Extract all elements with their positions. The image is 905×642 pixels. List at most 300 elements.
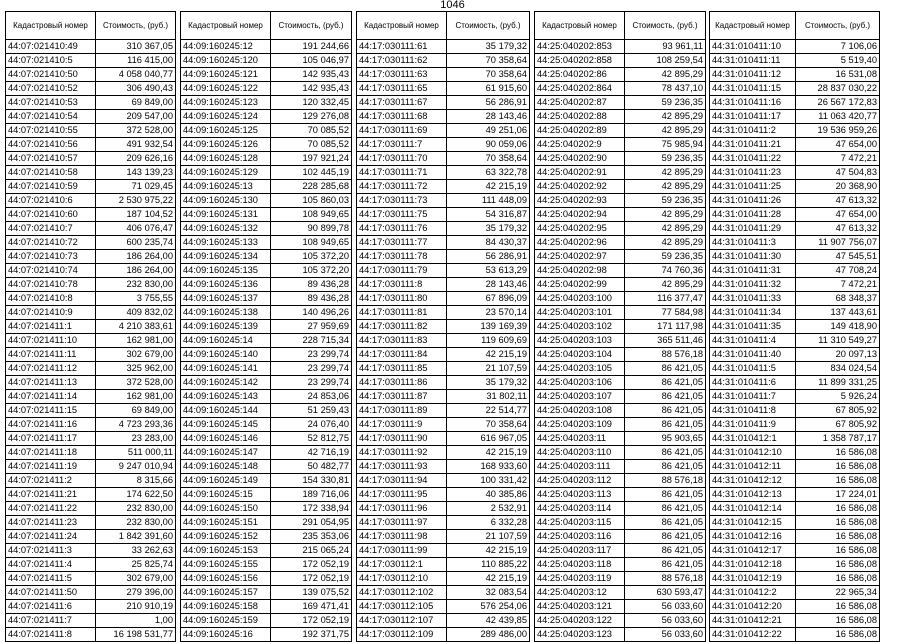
cost-cell: 169 471,41	[271, 600, 352, 614]
cost-cell: 86 421,05	[625, 376, 706, 390]
table-row	[535, 124, 706, 138]
cost-cell: 42 895,29	[625, 236, 706, 250]
cost-cell: 365 511,46	[625, 334, 706, 348]
table-row	[357, 348, 530, 362]
cost-cell: 7 472,21	[796, 152, 880, 166]
cost-cell: 16 586,08	[796, 460, 880, 474]
cadastral-number-cell: 44:17:030111:76	[357, 222, 447, 236]
cadastral-number-cell: 44:07:021410:53	[6, 96, 96, 110]
cadastral-number-cell: 44:07:021411:21	[6, 488, 96, 502]
table-row	[357, 40, 530, 54]
cost-cell: 139 075,52	[271, 586, 352, 600]
cost-cell: 325 962,00	[96, 362, 176, 376]
cost-cell: 23 570,14	[447, 306, 530, 320]
cadastral-number-cell: 44:17:030112:109	[357, 628, 447, 642]
table-row	[535, 292, 706, 306]
table-row	[6, 110, 176, 124]
cost-cell: 47 613,32	[796, 194, 880, 208]
table-row	[710, 628, 880, 642]
cost-cell: 56 286,91	[447, 96, 530, 110]
table-row	[6, 488, 176, 502]
cost-cell: 21 107,59	[447, 530, 530, 544]
cost-cell: 372 528,00	[96, 124, 176, 138]
cadastral-number-cell: 44:31:010411:28	[710, 208, 796, 222]
cost-cell: 302 679,00	[96, 348, 176, 362]
header-cadastral-number: Кадастровый номер	[6, 12, 96, 40]
cost-cell: 172 052,19	[271, 572, 352, 586]
table-row	[710, 54, 880, 68]
table-row	[357, 460, 530, 474]
table-row	[535, 600, 706, 614]
table-row	[710, 68, 880, 82]
cost-cell: 8 315,66	[96, 474, 176, 488]
cost-cell: 67 805,92	[796, 404, 880, 418]
cost-cell: 2 532,91	[447, 502, 530, 516]
table-row	[6, 222, 176, 236]
cost-cell: 105 046,97	[271, 54, 352, 68]
cost-cell: 71 029,45	[96, 180, 176, 194]
header-cost: Стоимость, (руб.)	[796, 12, 880, 40]
cost-cell: 31 802,11	[447, 390, 530, 404]
table-row	[357, 82, 530, 96]
cost-cell: 16 586,08	[796, 572, 880, 586]
cadastre-table-2	[180, 11, 352, 642]
cost-cell: 19 536 959,26	[796, 124, 880, 138]
table-row	[535, 96, 706, 110]
table-row	[357, 530, 530, 544]
cost-cell: 20 368,90	[796, 180, 880, 194]
cadastral-number-cell: 44:31:010411:12	[710, 68, 796, 82]
cadastral-number-cell: 44:17:030111:93	[357, 460, 447, 474]
cadastral-number-cell: 44:09:160245:155	[181, 558, 271, 572]
cadastral-number-cell: 44:07:021411:10	[6, 334, 96, 348]
cost-cell: 90 899,78	[271, 222, 352, 236]
cost-cell: 149 418,90	[796, 320, 880, 334]
cost-cell: 42 895,29	[625, 180, 706, 194]
table-row	[535, 40, 706, 54]
table-row	[710, 418, 880, 432]
table-row	[710, 600, 880, 614]
table-row	[6, 572, 176, 586]
cadastral-number-cell: 44:25:040203:100	[535, 292, 625, 306]
table-row	[710, 306, 880, 320]
cadastral-number-cell: 44:07:021410:73	[6, 250, 96, 264]
cost-cell: 78 437,10	[625, 82, 706, 96]
cost-cell: 86 421,05	[625, 390, 706, 404]
cadastral-number-cell: 44:25:040202:99	[535, 278, 625, 292]
table-row	[357, 404, 530, 418]
cadastral-number-cell: 44:17:030111:84	[357, 348, 447, 362]
cost-cell: 42 895,29	[625, 278, 706, 292]
cadastral-number-cell: 44:31:010412:17	[710, 544, 796, 558]
cadastral-number-cell: 44:25:040202:90	[535, 152, 625, 166]
table-row	[181, 516, 352, 530]
table-row	[6, 250, 176, 264]
cadastral-number-cell: 44:17:030112:107	[357, 614, 447, 628]
cadastral-number-cell: 44:09:160245:136	[181, 278, 271, 292]
table-row	[357, 488, 530, 502]
table-row	[710, 194, 880, 208]
cadastral-number-cell: 44:07:021410:50	[6, 68, 96, 82]
cadastral-number-cell: 44:17:030111:67	[357, 96, 447, 110]
cadastre-table-3	[356, 11, 530, 642]
table-row	[6, 530, 176, 544]
table-row	[357, 306, 530, 320]
header-cost: Стоимость, (руб.)	[96, 12, 176, 40]
cost-cell: 24 853,06	[271, 390, 352, 404]
cost-cell: 140 496,26	[271, 306, 352, 320]
cadastral-number-cell: 44:31:010412:10	[710, 446, 796, 460]
cost-cell: 186 264,00	[96, 264, 176, 278]
table-row	[535, 208, 706, 222]
cost-cell: 9 247 010,94	[96, 460, 176, 474]
cost-cell: 63 322,78	[447, 166, 530, 180]
cadastral-number-cell: 44:25:040203:121	[535, 600, 625, 614]
cadastral-number-cell: 44:17:030111:87	[357, 390, 447, 404]
table-row	[6, 474, 176, 488]
table-row	[357, 292, 530, 306]
table-row	[181, 404, 352, 418]
cost-cell: 232 830,00	[96, 516, 176, 530]
table-row	[710, 530, 880, 544]
cost-cell: 35 179,32	[447, 376, 530, 390]
table-row	[357, 124, 530, 138]
header-cadastral-number: Кадастровый номер	[710, 12, 796, 40]
cadastral-number-cell: 44:17:030111:71	[357, 166, 447, 180]
cadastral-number-cell: 44:25:040202:864	[535, 82, 625, 96]
table-row	[357, 474, 530, 488]
cost-cell: 5 519,40	[796, 54, 880, 68]
cost-cell: 108 949,65	[271, 236, 352, 250]
table-row	[181, 376, 352, 390]
table-row	[357, 68, 530, 82]
table-row	[6, 362, 176, 376]
cost-cell: 69 849,00	[96, 404, 176, 418]
cost-cell: 70 358,64	[447, 68, 530, 82]
table-row	[357, 320, 530, 334]
cost-cell: 108 259,54	[625, 54, 706, 68]
cadastral-number-cell: 44:31:010412:20	[710, 600, 796, 614]
cadastral-number-cell: 44:07:021411:50	[6, 586, 96, 600]
cost-cell: 162 981,00	[96, 390, 176, 404]
cost-cell: 11 907 756,07	[796, 236, 880, 250]
cadastral-number-cell: 44:07:021411:13	[6, 376, 96, 390]
table-row	[535, 544, 706, 558]
cadastral-number-cell: 44:25:040203:111	[535, 460, 625, 474]
cost-cell: 105 372,20	[271, 264, 352, 278]
table-row	[535, 558, 706, 572]
table-row	[710, 124, 880, 138]
cost-cell: 35 179,32	[447, 222, 530, 236]
table-row	[6, 236, 176, 250]
cadastral-number-cell: 44:31:010411:3	[710, 236, 796, 250]
cadastral-number-cell: 44:31:010411:25	[710, 180, 796, 194]
cost-cell: 22 965,34	[796, 586, 880, 600]
table-row	[710, 572, 880, 586]
cadastral-number-cell: 44:17:030112:102	[357, 586, 447, 600]
header-cost: Стоимость, (руб.)	[447, 12, 530, 40]
table-row	[6, 96, 176, 110]
cost-cell: 129 276,08	[271, 110, 352, 124]
table-row	[357, 194, 530, 208]
table-row	[357, 96, 530, 110]
cadastral-number-cell: 44:17:030111:85	[357, 362, 447, 376]
cadastral-number-cell: 44:25:040203:103	[535, 334, 625, 348]
cadastral-number-cell: 44:07:021410:6	[6, 194, 96, 208]
cadastral-number-cell: 44:17:030112:1	[357, 558, 447, 572]
table-row	[6, 82, 176, 96]
cost-cell: 171 117,98	[625, 320, 706, 334]
cadastral-number-cell: 44:31:010411:2	[710, 124, 796, 138]
table-row	[710, 278, 880, 292]
cadastral-number-cell: 44:31:010411:26	[710, 194, 796, 208]
cost-cell: 56 286,91	[447, 250, 530, 264]
cost-cell: 24 076,40	[271, 418, 352, 432]
table-row	[535, 348, 706, 362]
table-row	[6, 278, 176, 292]
cadastral-number-cell: 44:17:030111:9	[357, 418, 447, 432]
cost-cell: 20 097,13	[796, 348, 880, 362]
table-row	[710, 474, 880, 488]
cadastral-number-cell: 44:31:010411:11	[710, 54, 796, 68]
cost-cell: 142 935,43	[271, 68, 352, 82]
cadastral-number-cell: 44:17:030111:86	[357, 376, 447, 390]
cost-cell: 67 896,09	[447, 292, 530, 306]
table-row	[535, 166, 706, 180]
table-row	[710, 558, 880, 572]
cadastral-number-cell: 44:17:030111:98	[357, 530, 447, 544]
cost-cell: 172 052,19	[271, 614, 352, 628]
table-row	[181, 558, 352, 572]
table-row	[181, 586, 352, 600]
table-row	[181, 460, 352, 474]
cadastral-number-cell: 44:25:040203:109	[535, 418, 625, 432]
cost-cell: 291 054,95	[271, 516, 352, 530]
cadastral-number-cell: 44:09:160245:134	[181, 250, 271, 264]
cadastral-number-cell: 44:17:030111:65	[357, 82, 447, 96]
cadastral-number-cell: 44:07:021411:1	[6, 320, 96, 334]
table-row	[181, 628, 352, 642]
cost-cell: 42 895,29	[625, 124, 706, 138]
cadastral-number-cell: 44:07:021410:55	[6, 124, 96, 138]
cost-cell: 7 106,06	[796, 40, 880, 54]
cadastral-number-cell: 44:09:160245:133	[181, 236, 271, 250]
cost-cell: 53 613,29	[447, 264, 530, 278]
cost-cell: 42 895,29	[625, 208, 706, 222]
table-row	[710, 460, 880, 474]
table-row	[535, 404, 706, 418]
cost-cell: 67 805,92	[796, 418, 880, 432]
cadastral-number-cell: 44:31:010411:4	[710, 334, 796, 348]
table-row	[710, 614, 880, 628]
cadastral-number-cell: 44:31:010412:21	[710, 614, 796, 628]
cost-cell: 189 716,06	[271, 488, 352, 502]
cadastral-number-cell: 44:25:040203:119	[535, 572, 625, 586]
table-row	[6, 628, 176, 642]
cadastral-number-cell: 44:09:160245:141	[181, 362, 271, 376]
cost-cell: 32 083,54	[447, 586, 530, 600]
table-row	[710, 236, 880, 250]
table-row	[357, 222, 530, 236]
cost-cell: 93 961,11	[625, 40, 706, 54]
table-row	[535, 180, 706, 194]
cost-cell: 28 143,46	[447, 278, 530, 292]
table-row	[181, 152, 352, 166]
cadastral-number-cell: 44:07:021411:14	[6, 390, 96, 404]
cadastral-number-cell: 44:09:160245:120	[181, 54, 271, 68]
table-row	[181, 432, 352, 446]
cost-cell: 42 895,29	[625, 68, 706, 82]
cost-cell: 4 058 040,77	[96, 68, 176, 82]
table-row	[181, 306, 352, 320]
cadastral-number-cell: 44:07:021411:8	[6, 628, 96, 642]
table-row	[710, 208, 880, 222]
table-row	[6, 194, 176, 208]
table-row	[535, 82, 706, 96]
cadastral-number-cell: 44:17:030111:99	[357, 544, 447, 558]
table-row	[181, 124, 352, 138]
cost-cell: 59 236,35	[625, 250, 706, 264]
cadastral-number-cell: 44:25:040203:110	[535, 446, 625, 460]
cost-cell: 11 063 420,77	[796, 110, 880, 124]
table-row	[710, 348, 880, 362]
cadastral-number-cell: 44:25:040203:115	[535, 516, 625, 530]
table-row	[535, 194, 706, 208]
cadastral-number-cell: 44:31:010411:32	[710, 278, 796, 292]
table-row	[181, 40, 352, 54]
cadastral-number-cell: 44:31:010412:2	[710, 586, 796, 600]
cost-cell: 28 143,46	[447, 110, 530, 124]
table-row	[535, 530, 706, 544]
cost-cell: 102 445,19	[271, 166, 352, 180]
cost-cell: 310 367,05	[96, 40, 176, 54]
cadastral-number-cell: 44:17:030111:82	[357, 320, 447, 334]
cost-cell: 11 899 331,25	[796, 376, 880, 390]
cadastral-number-cell: 44:09:160245:124	[181, 110, 271, 124]
cadastral-number-cell: 44:31:010411:21	[710, 138, 796, 152]
cadastral-number-cell: 44:07:021410:7	[6, 222, 96, 236]
cadastral-number-cell: 44:07:021411:23	[6, 516, 96, 530]
table-row	[357, 502, 530, 516]
cost-cell: 139 169,39	[447, 320, 530, 334]
cost-cell: 235 353,06	[271, 530, 352, 544]
table-row	[710, 264, 880, 278]
cadastral-number-cell: 44:25:040202:87	[535, 96, 625, 110]
cost-cell: 11 310 549,27	[796, 334, 880, 348]
cost-cell: 6 332,28	[447, 516, 530, 530]
cadastral-number-cell: 44:31:010411:8	[710, 404, 796, 418]
cadastral-number-cell: 44:09:160245:125	[181, 124, 271, 138]
cost-cell: 86 421,05	[625, 418, 706, 432]
cadastral-number-cell: 44:25:040203:11	[535, 432, 625, 446]
cadastral-number-cell: 44:07:021410:60	[6, 208, 96, 222]
cadastral-number-cell: 44:09:160245:122	[181, 82, 271, 96]
table-row	[357, 236, 530, 250]
cadastral-number-cell: 44:09:160245:137	[181, 292, 271, 306]
cadastral-number-cell: 44:17:030111:72	[357, 180, 447, 194]
table-row	[181, 292, 352, 306]
cost-cell: 3 755,55	[96, 292, 176, 306]
table-row	[181, 236, 352, 250]
table-row	[710, 488, 880, 502]
cost-cell: 630 593,47	[625, 586, 706, 600]
table-row	[6, 600, 176, 614]
cost-cell: 42 215,19	[447, 572, 530, 586]
cost-cell: 16 586,08	[796, 600, 880, 614]
table-row	[710, 250, 880, 264]
table-row	[535, 320, 706, 334]
cost-cell: 137 443,61	[796, 306, 880, 320]
table-row	[710, 586, 880, 600]
table-row	[6, 446, 176, 460]
table-row	[535, 152, 706, 166]
cost-cell: 86 421,05	[625, 460, 706, 474]
cadastral-number-cell: 44:09:160245:156	[181, 572, 271, 586]
table-row	[535, 138, 706, 152]
cost-cell: 215 065,24	[271, 544, 352, 558]
cost-cell: 47 545,51	[796, 250, 880, 264]
cost-cell: 16 198 531,77	[96, 628, 176, 642]
table-row	[710, 152, 880, 166]
cost-cell: 4 723 293,36	[96, 418, 176, 432]
cost-cell: 172 338,94	[271, 502, 352, 516]
cost-cell: 86 421,05	[625, 362, 706, 376]
cost-cell: 40 385,86	[447, 488, 530, 502]
table-row	[357, 278, 530, 292]
table-row	[535, 418, 706, 432]
cost-cell: 95 903,65	[625, 432, 706, 446]
table-row	[357, 152, 530, 166]
cost-cell: 616 967,05	[447, 432, 530, 446]
cost-cell: 42 895,29	[625, 110, 706, 124]
cadastral-number-cell: 44:07:021411:22	[6, 502, 96, 516]
cadastral-number-cell: 44:25:040203:107	[535, 390, 625, 404]
cost-cell: 28 837 030,22	[796, 82, 880, 96]
cost-cell: 511 000,11	[96, 446, 176, 460]
cadastral-number-cell: 44:17:030111:77	[357, 236, 447, 250]
cadastral-number-cell: 44:25:040202:91	[535, 166, 625, 180]
table-row	[181, 502, 352, 516]
cost-cell: 27 959,69	[271, 320, 352, 334]
cost-cell: 54 316,87	[447, 208, 530, 222]
cost-cell: 89 436,28	[271, 278, 352, 292]
cost-cell: 372 528,00	[96, 376, 176, 390]
table-row	[535, 236, 706, 250]
cost-cell: 17 224,01	[796, 488, 880, 502]
table-row	[181, 530, 352, 544]
cadastral-number-cell: 44:31:010411:9	[710, 418, 796, 432]
table-row	[6, 418, 176, 432]
cost-cell: 70 085,52	[271, 124, 352, 138]
table-row	[357, 180, 530, 194]
cost-cell: 16 586,08	[796, 614, 880, 628]
cadastral-number-cell: 44:25:040203:105	[535, 362, 625, 376]
cost-cell: 23 283,00	[96, 432, 176, 446]
table-row	[181, 320, 352, 334]
cost-cell: 116 415,00	[96, 54, 176, 68]
cost-cell: 70 358,64	[447, 418, 530, 432]
cadastre-table-4	[534, 11, 706, 642]
cadastral-number-cell: 44:17:030111:70	[357, 152, 447, 166]
cadastral-number-cell: 44:25:040202:88	[535, 110, 625, 124]
table-row	[357, 334, 530, 348]
table-row	[6, 208, 176, 222]
cost-cell: 119 609,69	[447, 334, 530, 348]
cost-cell: 23 299,74	[271, 348, 352, 362]
table-row	[357, 250, 530, 264]
cadastral-number-cell: 44:31:010412:18	[710, 558, 796, 572]
cadastral-number-cell: 44:07:021411:17	[6, 432, 96, 446]
